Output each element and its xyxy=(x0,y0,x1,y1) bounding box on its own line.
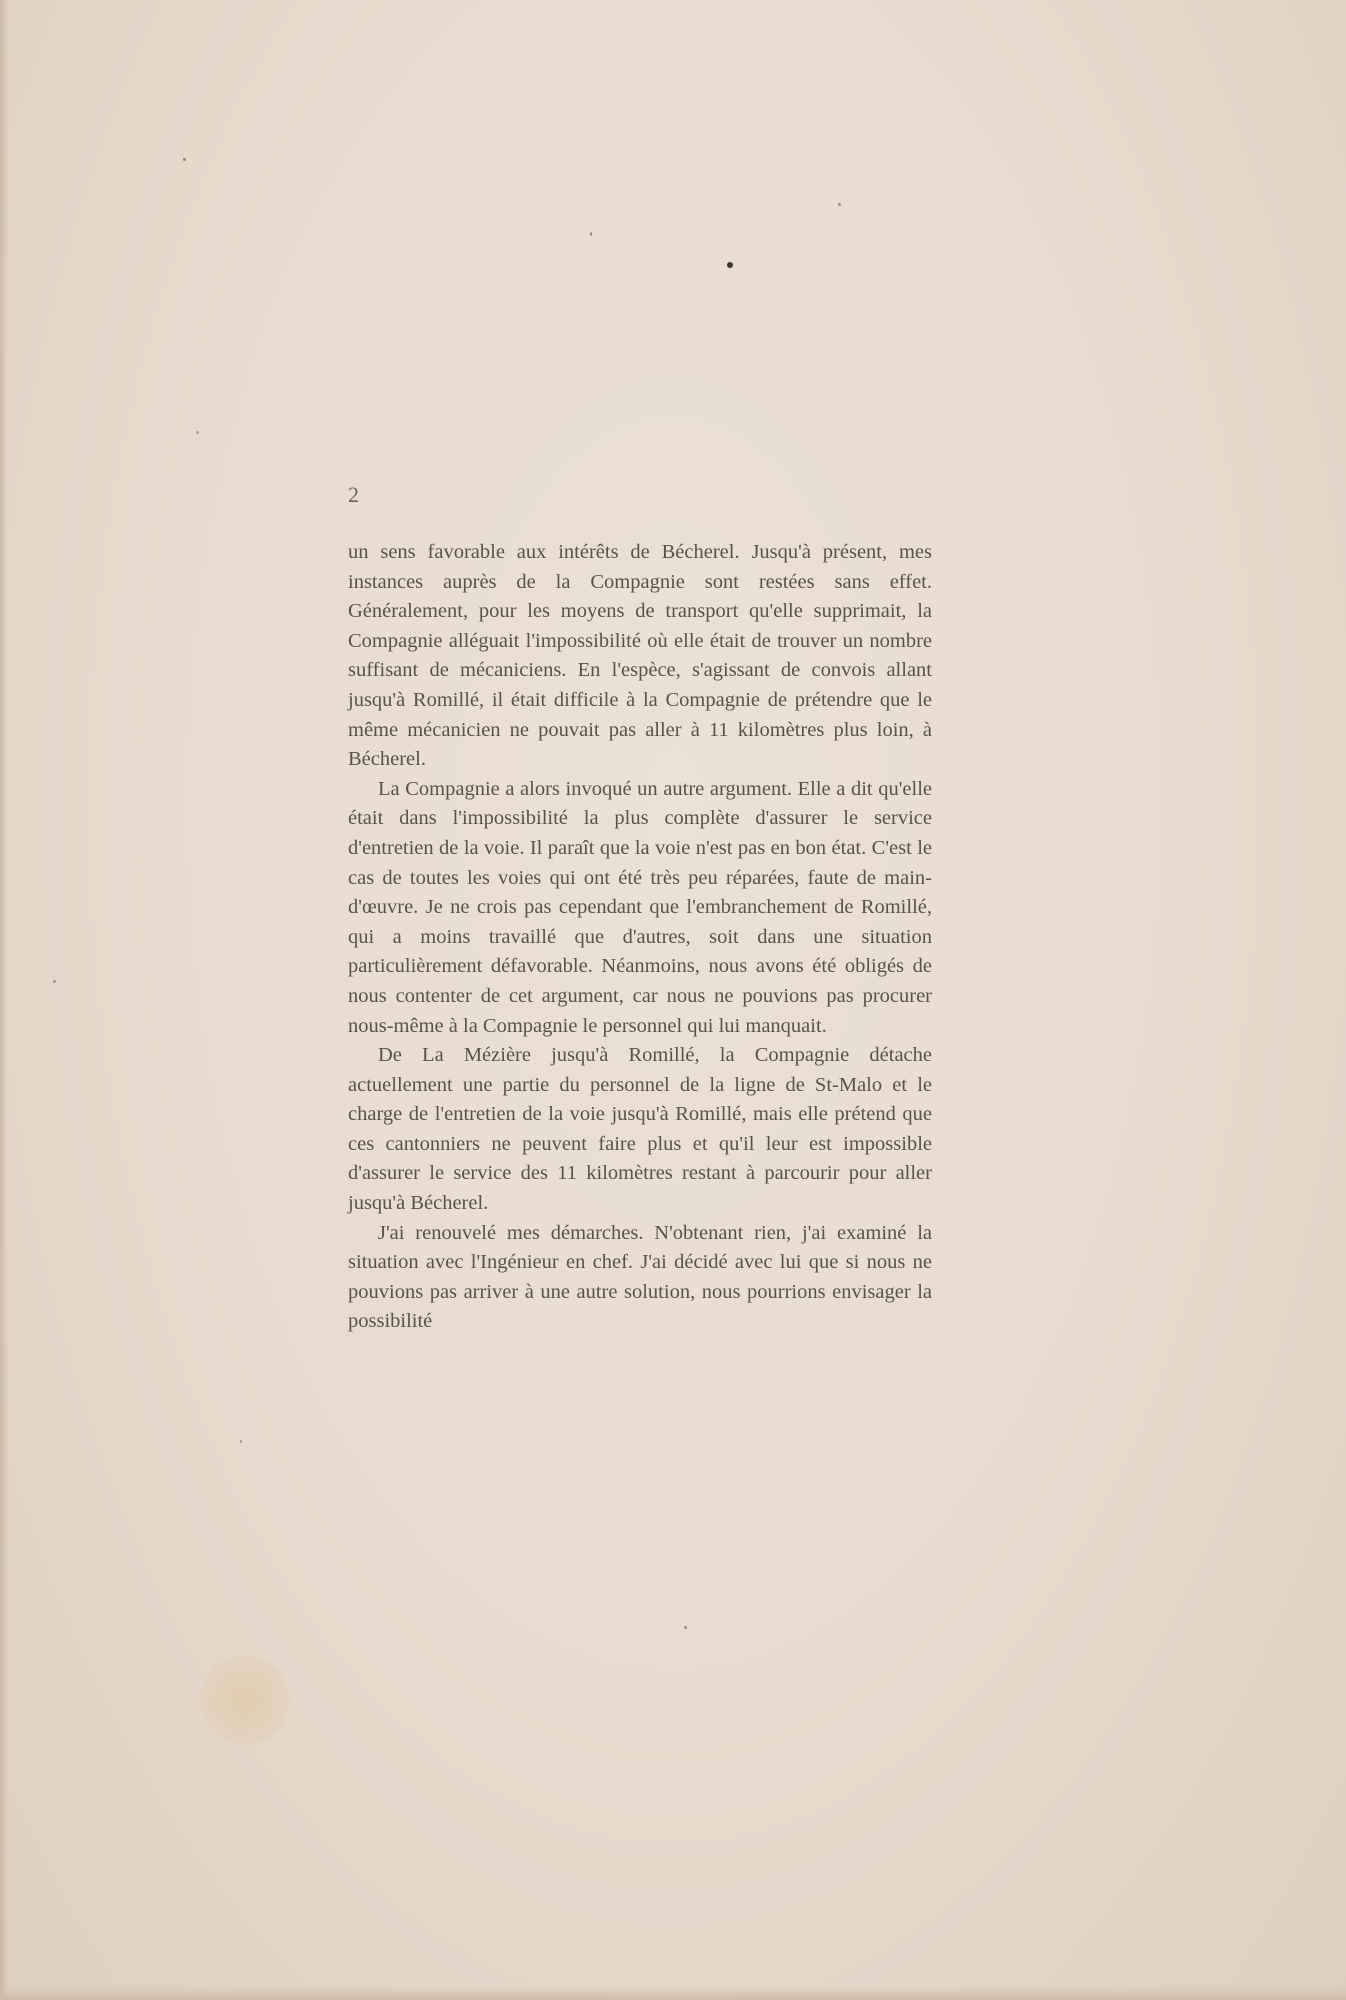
ink-speck xyxy=(838,203,841,206)
paragraph: La Compagnie a alors invoqué un autre argument. Elle a dit qu'elle était dans l'impossibilité la plus complète d'assurer le service d'entretien de la voie. Il paraît que la voie n'est pas en bon état. C'est le cas de toutes les voies qui ont été très peu réparées, faute de main-d'œuvre. Je ne crois pas cependant que l'embranchement de Romillé, qui a moins travaillé que d'autres, soit dans une situation particulièrement défavorable. Néanmoins, nous avons été obligés de nous contenter de cet argument, car nous ne pouvions pas procurer nous-même à la Compagnie le personnel qui lui manquait. xyxy=(348,777,932,1037)
paragraph: De La Mézière jusqu'à Romillé, la Compagnie détache actuellement une partie du personnel de la ligne de St-Malo et le charge de l'entretien de la voie jusqu'à Romillé, mais elle prétend que ces cantonniers ne peuvent faire plus et qu'il leur est impossible d'assurer le service des 11 kilomètres restant à parcourir pour aller jusqu'à Bécherel. xyxy=(348,1044,932,1215)
ink-speck xyxy=(684,1626,687,1629)
page-bottom-shadow xyxy=(0,1986,1346,2000)
paper-stain xyxy=(200,1655,290,1745)
ink-speck xyxy=(727,262,733,268)
page-number: 2 xyxy=(348,482,359,507)
ink-speck xyxy=(53,980,56,983)
paragraph: un sens favorable aux intérêts de Bécherel. Jusqu'à présent, mes instances auprès de la Compagnie sont restées sans effet. Généralement, pour les moyens de transport qu'elle supprimait, la Compagnie alléguait l'impossibilité où elle était de trouver un nombre suffisant de mécaniciens. En l'espèce, s'agissant de convois allant jusqu'à Romillé, il était difficile à la Compagnie de prétendre que le même mécanicien ne pouvait pas aller à 11 kilomètres plus loin, à Bécherel. xyxy=(348,541,932,771)
body-text xyxy=(348,538,932,1337)
page-edge-shadow xyxy=(0,0,8,2000)
paragraph: J'ai renouvelé mes démarches. N'obtenant rien, j'ai examiné la situation avec l'Ingénieur en chef. J'ai décidé avec lui que si nous ne pouvions pas arriver à une autre solution, nous pourrions envisager la possibilité xyxy=(348,1221,932,1333)
ink-speck xyxy=(240,1440,242,1443)
ink-speck xyxy=(590,232,592,236)
ink-speck xyxy=(183,158,186,161)
ink-speck xyxy=(196,431,199,434)
